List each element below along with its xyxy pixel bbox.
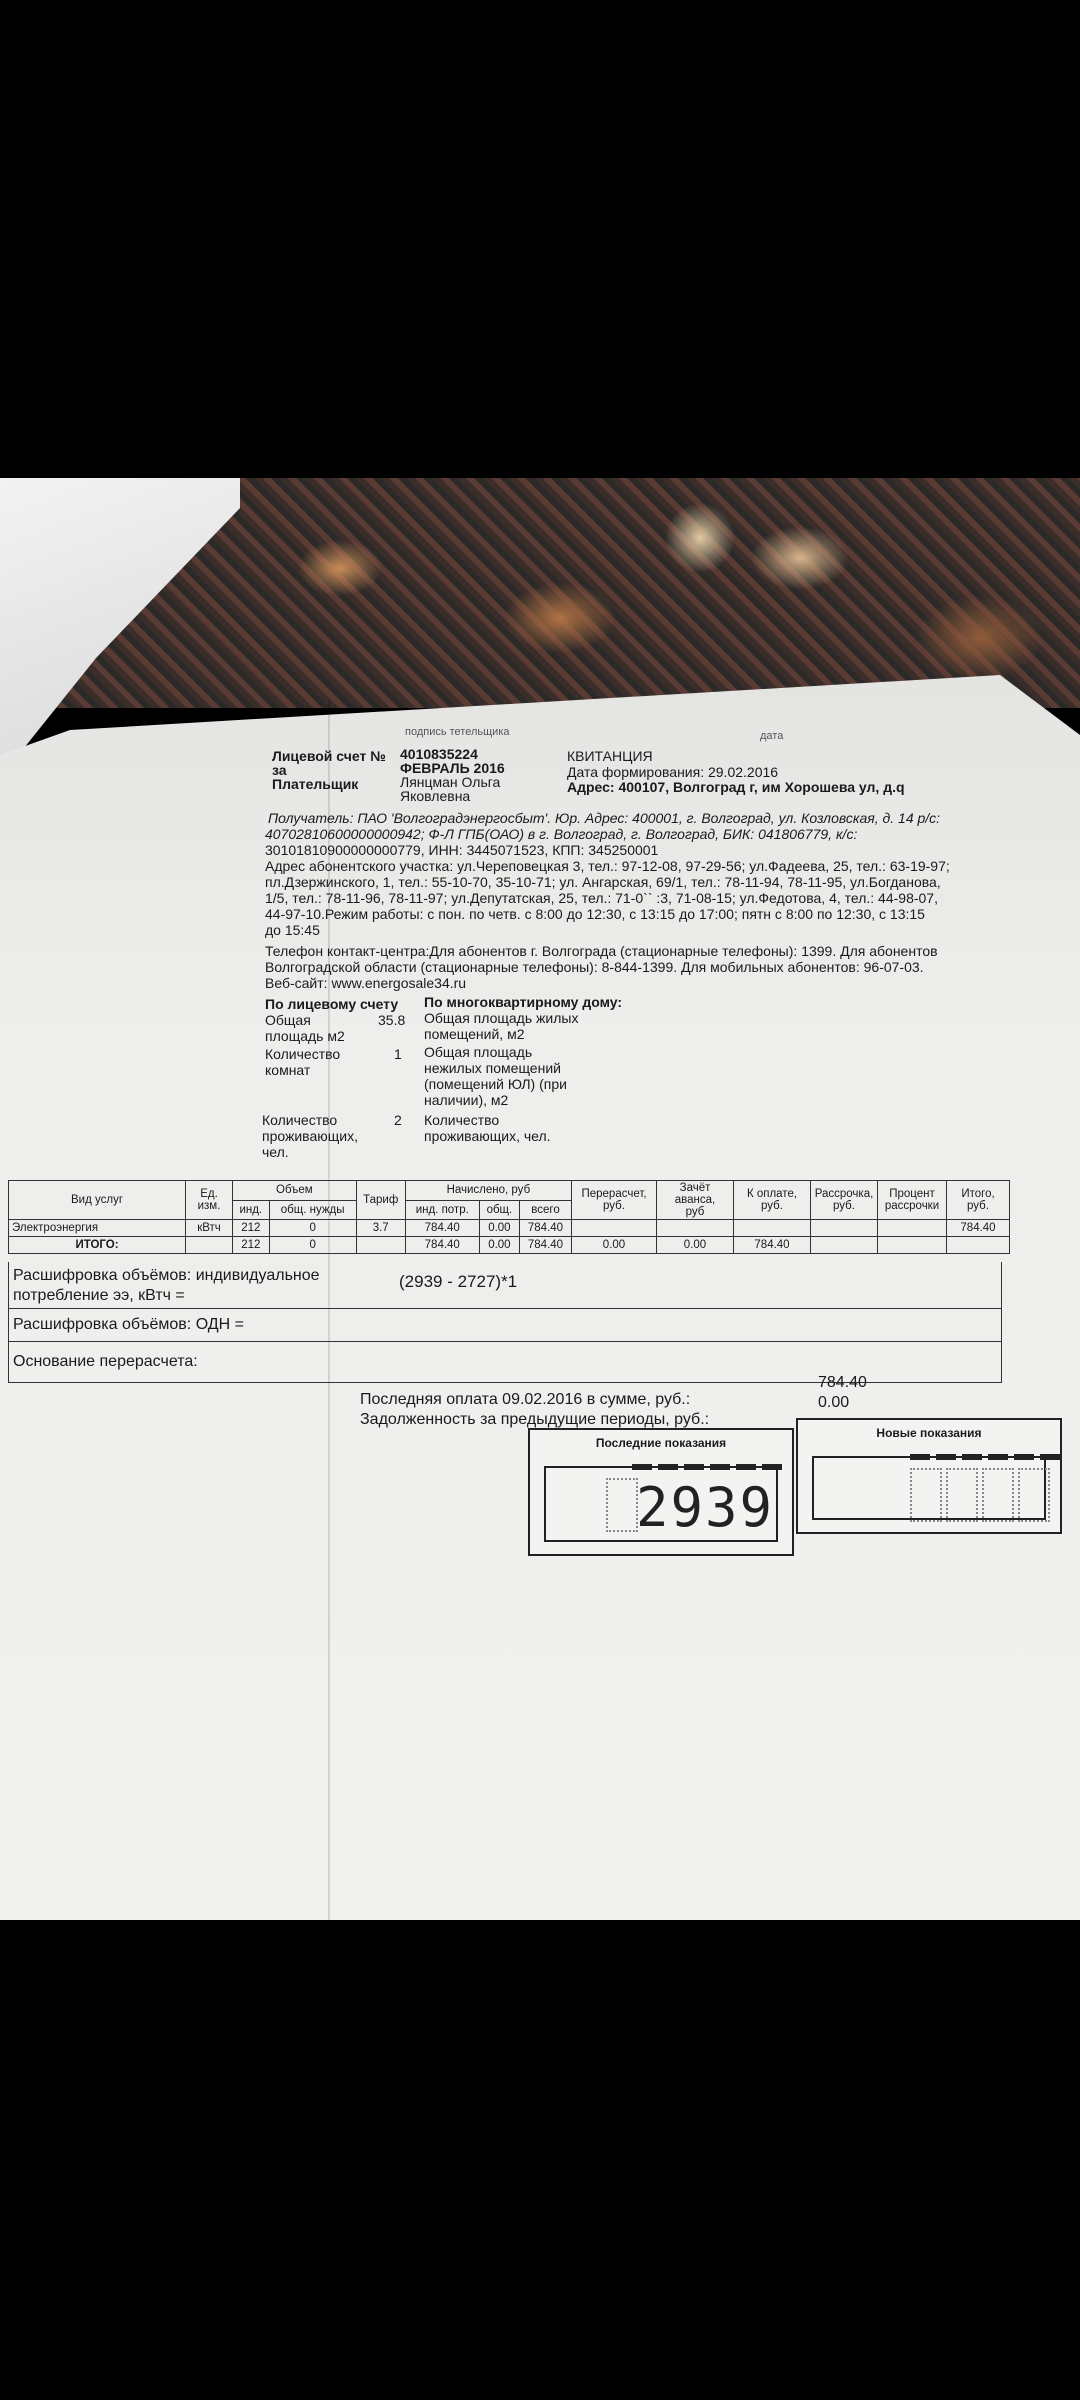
header-volume: Объем — [233, 1181, 357, 1201]
account-info-heading: По лицевому счету — [265, 996, 399, 1012]
cell-unit — [186, 1237, 233, 1254]
recipient-line-1: Получатель: ПАО 'Волгоградэнергосбыт'. Юр. Адрес: 400001, г. Волгоград, ул. Козловская, д. 14 р/с: — [268, 810, 941, 826]
header-topay: К оплате, руб. — [734, 1181, 811, 1220]
rooms-label-1: Количество — [265, 1046, 341, 1062]
rooms-label-2: комнат — [265, 1062, 311, 1078]
header-recalc: Перерасчет, руб. — [572, 1181, 657, 1220]
header-common: общ. нужды — [269, 1200, 356, 1220]
ghost-digit — [982, 1468, 1014, 1522]
cell-tariff — [356, 1237, 405, 1254]
area-value: 35.8 — [378, 1012, 406, 1028]
building-nonliving-1: Общая площадь — [424, 1044, 533, 1060]
period-for-label: за — [272, 762, 287, 778]
signature-line-label: подпись тетельщика — [405, 726, 510, 738]
breakdown-individual-row — [8, 1262, 1002, 1309]
last-reading-box — [528, 1428, 794, 1556]
cell-common: 0 — [269, 1237, 356, 1254]
building-residents-1: Количество — [424, 1112, 500, 1128]
header-total-charged: всего — [519, 1200, 571, 1220]
cell-percent — [878, 1237, 947, 1254]
period-value: ФЕВРАЛЬ 2016 — [400, 760, 505, 776]
last-payment-label: Последняя оплата 09.02.2016 в сумме, руб.: — [360, 1391, 691, 1408]
cell-installment — [811, 1237, 878, 1254]
cell-ind-cons: 784.40 — [405, 1220, 479, 1237]
building-nonliving-3: (помещений ЮЛ) (при — [424, 1076, 567, 1092]
building-info-heading: По многоквартирному дому: — [424, 994, 623, 1010]
cell-ind-cons: 784.40 — [405, 1237, 479, 1254]
header-ind: инд. — [233, 1200, 270, 1220]
cell-service: ИТОГО: — [9, 1237, 186, 1254]
building-living-1: Общая площадь жилых — [424, 1010, 579, 1026]
cell-topay: 784.40 — [734, 1237, 811, 1254]
last-reading-label: Последние показания — [595, 1436, 727, 1450]
recalc-basis-label: Основание перерасчета: — [13, 1353, 198, 1370]
cell-installment — [811, 1220, 878, 1237]
rooms-value: 1 — [394, 1046, 402, 1062]
cell-service: Электроэнергия — [9, 1220, 186, 1237]
building-nonliving-4: наличии), м2 — [424, 1092, 509, 1108]
cell-comm: 0.00 — [479, 1237, 519, 1254]
contact-line-2: Волгоградской области (стационарные телефоны): 8-844-1399. Для мобильных абонентов: 96-07-03. — [265, 959, 924, 975]
ghost-digit — [606, 1478, 638, 1532]
contact-line-1: Телефон контакт-центра:Для абонентов г. Волгограда (стационарные телефоны): 1399. Для абонентов — [265, 943, 938, 959]
payer-name: Лянцман Ольга — [400, 774, 501, 790]
area-label-2: площадь м2 — [265, 1028, 345, 1044]
new-reading-label: Новые показания — [876, 1426, 982, 1440]
header-comm: общ. — [479, 1200, 519, 1220]
building-nonliving-2: нежилых помещений — [424, 1060, 561, 1076]
header-advance: Зачёт аванса, руб — [657, 1181, 734, 1220]
residents-label-2: проживающих, — [262, 1128, 358, 1144]
date-line-label: дата — [760, 730, 784, 742]
cell-advance — [657, 1220, 734, 1237]
header-ind-cons: инд. потр. — [405, 1200, 479, 1220]
last-reading-display — [544, 1466, 778, 1542]
new-reading-display — [812, 1456, 1046, 1520]
breakdown-odn-label: Расшифровка объёмов: ОДН = — [13, 1316, 244, 1333]
residents-value: 2 — [394, 1112, 402, 1128]
payer-patronymic: Яковлевна — [400, 788, 471, 804]
header-service: Вид услуг — [9, 1181, 186, 1220]
recipient-line-4: Адрес абонентского участка: ул.Череповецкая 3, тел.: 97-12-08, 97-29-56; ул.Фадеева, 25, тел.: 63-19-97; — [265, 858, 950, 874]
building-residents-2: проживающих, чел. — [424, 1128, 551, 1144]
formed-date: Дата формирования: 29.02.2016 — [567, 764, 779, 780]
breakdown-individual-formula: (2939 - 2727)*1 — [399, 1272, 518, 1291]
payer-label: Плательщик — [272, 776, 359, 792]
cell-tariff: 3.7 — [356, 1220, 405, 1237]
ghost-digit — [1018, 1468, 1050, 1522]
payer-address: Адрес: 400107, Волгоград г, им Хорошева ул, д.q — [567, 779, 905, 795]
residents-label-3: чел. — [262, 1144, 289, 1160]
table-row — [9, 1220, 1010, 1237]
breakdown-odn-row — [8, 1309, 1002, 1342]
breakdown-individual-label-2: потребление ээ, кВтч = — [13, 1287, 185, 1304]
ghost-digit — [946, 1468, 978, 1522]
tick-marks — [632, 1464, 782, 1470]
cell-comm: 0.00 — [479, 1220, 519, 1237]
cell-topay — [734, 1220, 811, 1237]
cell-total — [947, 1237, 1010, 1254]
services-table — [8, 1180, 1010, 1254]
account-number: 4010835224 — [400, 746, 478, 762]
cell-unit: кВтч — [186, 1220, 233, 1237]
building-living-2: помещений, м2 — [424, 1026, 525, 1042]
header-installment: Рассрочка, руб. — [811, 1181, 878, 1220]
recipient-line-8: до 15:45 — [265, 922, 320, 938]
cell-common: 0 — [269, 1220, 356, 1237]
cell-recalc — [572, 1220, 657, 1237]
recipient-line-6: 1/5, тел.: 78-11-96, 78-11-97; ул.Депутатская, 25, тел.: 71-0`` :3, 71-08-15; ул.Федотова, 4, тел.: 44-98-07, — [265, 890, 938, 906]
cell-ind: 212 — [233, 1220, 270, 1237]
cell-recalc: 0.00 — [572, 1237, 657, 1254]
header-charged: Начислено, руб — [405, 1181, 571, 1201]
header-tariff: Тариф — [356, 1181, 405, 1220]
tick-marks — [910, 1454, 1060, 1460]
recipient-line-3: 30101810900000000779, ИНН: 3445071523, КПП: 345250001 — [265, 842, 659, 858]
last-reading-value: 2939 — [636, 1476, 775, 1539]
header-unit: Ед. изм. — [186, 1181, 233, 1220]
residents-label-1: Количество — [262, 1112, 338, 1128]
doc-type: КВИТАНЦИЯ — [567, 748, 653, 764]
last-payment-amount: 784.40 — [818, 1374, 867, 1391]
contact-website: Веб-сайт: www.energosale34.ru — [265, 975, 467, 991]
new-reading-box — [796, 1418, 1062, 1534]
breakdown-individual-label-1: Расшифровка объёмов: индивидуальное — [13, 1267, 320, 1284]
account-label: Лицевой счет № — [272, 748, 386, 764]
ghost-digit — [910, 1468, 942, 1522]
table-header-row — [9, 1181, 1010, 1201]
recipient-line-7: 44-97-10.Режим работы: с пон. по четв. с 8:00 до 12:30, с 13:15 до 17:00; пятн с 8:00 по 12:30, с 13:15 — [265, 906, 925, 922]
table-row — [9, 1237, 1010, 1254]
debt-label: Задолженность за предыдущие периоды, руб.: — [360, 1411, 710, 1428]
recipient-line-5: пл.Дзержинского, 1, тел.: 55-10-70, 35-10-71; ул. Ангарская, 69/1, тел.: 78-11-94, 78-11-95, ул.Богданова, — [265, 874, 941, 890]
recipient-line-2: 40702810600000000942; Ф-Л ГПБ(ОАО) в г. Волгоград, г. Волгоград, БИК: 041806779, к/с: — [265, 826, 858, 842]
header-percent: Процент рассрочки — [878, 1181, 947, 1220]
cell-total: 784.40 — [947, 1220, 1010, 1237]
area-label-1: Общая — [265, 1012, 311, 1028]
cell-total-charged: 784.40 — [519, 1237, 571, 1254]
cell-advance: 0.00 — [657, 1237, 734, 1254]
header-total: Итого, руб. — [947, 1181, 1010, 1220]
debt-amount: 0.00 — [818, 1394, 850, 1411]
cell-percent — [878, 1220, 947, 1237]
cell-total-charged: 784.40 — [519, 1220, 571, 1237]
cell-ind: 212 — [233, 1237, 270, 1254]
